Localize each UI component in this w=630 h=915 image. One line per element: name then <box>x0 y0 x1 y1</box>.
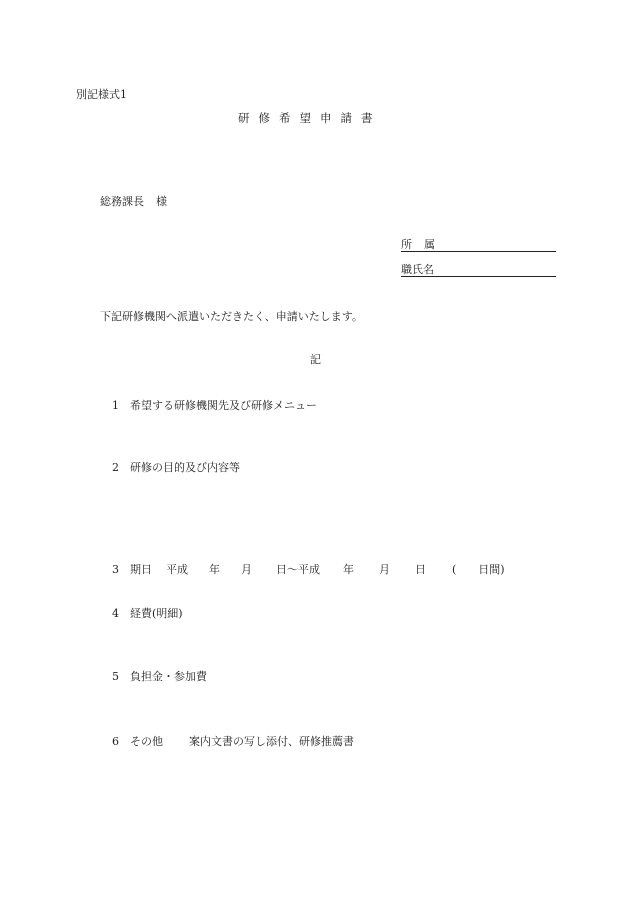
item-number: 6 <box>112 735 119 748</box>
request-text: 下記研修機関へ派遣いただきたく、申請いたします。 <box>100 310 363 323</box>
affiliation-label: 所属 <box>401 238 447 251</box>
item-3-period <box>112 561 505 577</box>
days-paren-open: ( <box>452 563 457 576</box>
document-title: 研修希望申請書 <box>238 111 382 125</box>
start-day-end-era: 日〜平成 <box>276 563 320 576</box>
item-label: その他 <box>130 735 163 748</box>
item-2 <box>112 459 240 475</box>
end-year: 年 <box>343 563 354 576</box>
item-label: 負担金・参加費 <box>130 670 207 683</box>
start-era: 平成 <box>166 563 188 576</box>
name-label: 職氏名 <box>401 263 434 276</box>
affiliation-field <box>401 236 556 252</box>
item-number: 1 <box>112 399 119 412</box>
item-5 <box>112 668 207 684</box>
form-code: 別記様式1 <box>76 88 127 101</box>
name-field <box>401 261 556 277</box>
item-number: 4 <box>112 607 119 620</box>
addressee-honorific: 様 <box>156 195 167 208</box>
item-number: 3 <box>112 563 119 576</box>
item-4 <box>112 605 183 621</box>
item-number: 2 <box>112 461 119 474</box>
item-label: 経費(明細) <box>130 607 183 620</box>
item-label: 期日 <box>130 563 152 576</box>
start-month: 月 <box>241 563 252 576</box>
item-6 <box>112 733 354 749</box>
addressee-name: 総務課長 <box>100 195 144 208</box>
item-note: 案内文書の写し添付、研修推薦書 <box>189 735 354 748</box>
item-label: 希望する研修機関先及び研修メニュー <box>130 399 317 412</box>
item-number: 5 <box>112 670 119 683</box>
ki-heading: 記 <box>310 353 321 366</box>
item-1 <box>112 397 317 413</box>
addressee <box>100 193 167 209</box>
end-month: 月 <box>379 563 390 576</box>
item-label: 研修の目的及び内容等 <box>130 461 240 474</box>
days-count: 日間) <box>478 563 505 576</box>
start-year: 年 <box>209 563 220 576</box>
end-day: 日 <box>415 563 426 576</box>
